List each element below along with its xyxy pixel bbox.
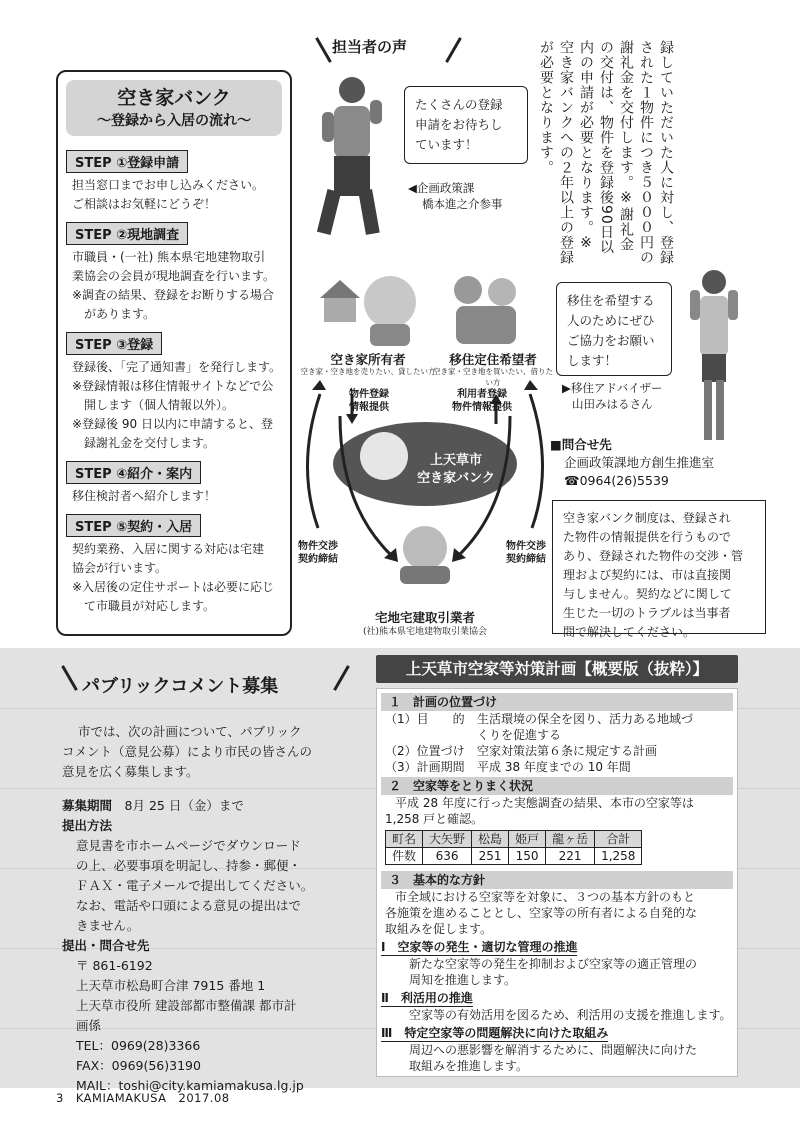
table-cell: 150 [509,848,546,865]
center-label-line: 上天草市 [429,453,482,468]
step-note: ※登録後 90 日以内に申請すると、登録謝礼金を交付します。 [72,417,273,450]
plan-row-value: くりを促進する [477,728,562,742]
method-text [62,836,352,936]
staff-photo-2 [684,266,744,446]
period-value: 8月 25 日（金）まで [124,798,244,813]
bubble1-line: 申請をお待ちし [415,117,503,132]
disclaimer-line: た物件の情報提供を行うもので [563,530,732,544]
method-line: きません。 [76,918,140,933]
caption-line: 橋本進之介参事 [422,197,503,211]
right-flow-label [440,388,524,414]
disclaimer-line: 間で解決してください。 [563,625,696,639]
plan-row-key: （1）目 的 [385,712,465,726]
step-line: 業協会の会員が現地調査を行います。 [72,269,276,283]
step-label: STEP ④紹介・案内 [66,461,201,484]
bubble2-line: 人のためにぜひ [567,313,655,328]
disclaimer-line: 空き家バンク制度は、登録され [563,511,731,525]
policy-1-title: Ⅰ 空家等の発生・適切な管理の推進 [381,940,578,954]
speech-bubble-2 [556,282,672,376]
flow-steps [66,146,282,616]
contact-dept: 企画政策課地方創生推進室 [564,455,715,470]
policy-3-title: Ⅲ 特定空家等の問題解決に向けた取組み [381,1026,609,1040]
method-line: ＦＡＸ・電子メールで提出してください。 [76,878,314,893]
plan-row-value: 平成 38 年度までの 10 年間 [477,760,631,774]
caption-line: ▶移住アドバイザー [562,381,663,395]
table-cell: 1,258 [595,848,642,865]
table-cell: 町名 [386,831,423,848]
step-line: 担当窓口までお申し込みください。 [72,178,265,192]
s2-line: 1,258 戸と確認。 [385,812,484,826]
step-line: 登録後、「完了通知書」を発行します。 [72,360,282,374]
vertical-text: 録していただいた人に対し、登録された１物件につき５０００円の謝礼金を交付します。※謝礼金の交付は、物件を登録後90日以内の申請が必要となります。※空き家バンクへの２年以上の登録が必要となります。 [538,40,674,265]
right-deal-label [498,540,554,566]
pccontact-line: MAIL：toshi@city.kamiamakusa.lg.jp [76,1078,304,1093]
policy-2-title: Ⅱ 利活用の推進 [381,991,473,1005]
method-line: 意見書を市ホームページでダウンロード [76,838,301,853]
plan-title: 上天草市空家等対策計画【概要版（抜粋）】 [376,655,738,683]
agent-label: 宅地宅建取引業者 [374,610,475,625]
pc-contact-text [62,956,352,1096]
plan-row-key [381,727,477,743]
staff-photo-1 [312,72,392,240]
caption-line: 山田みはるさん [572,397,653,411]
speech-bubble-1 [404,86,528,164]
period-label: 募集期間 [62,798,113,813]
left-flow-label [334,388,404,414]
table-cell: 251 [472,848,509,865]
plan-row [381,743,733,759]
step-line: 協会が行います。 [72,561,168,575]
pccontact-line: 上天草市役所 建設部都市整備課 都市計 [76,998,297,1013]
left-deal-label [290,540,346,566]
step-label: STEP ⑤契約・入居 [66,514,201,537]
contact-heading: ■問合せ先 [550,437,612,452]
owner-illustration [320,276,416,346]
table-cell: 姫戸 [509,831,546,848]
pc-contact-label: 提出・問合せ先 [62,938,150,953]
caption-line: ◀企画政策課 [408,181,475,195]
flow-title: 空き家バンク [117,87,231,109]
intro-line: 市では、次の計画について、パブリック [78,724,302,739]
bubble2-line: します！ [567,353,618,368]
intro-line: 意見を広く募集します。 [62,764,199,779]
policy-line: 新たな空家等の発生を抑制および空家等の適正管理の [409,957,698,971]
table-cell: 龍ヶ岳 [546,831,595,848]
table-cell: 636 [423,848,472,865]
deal-label-line: 物件交渉 [298,541,338,552]
deal-label-line: 物件交渉 [506,541,546,552]
policy-line: 空家等の有効活用を図るため、利活用の支援を推進します。 [409,1008,732,1022]
bubble1-line: ています！ [415,137,478,152]
plan-row [381,711,733,727]
s2-line: 平成 28 年度に行った実態調査の結果、本市の空家等は [395,796,694,810]
public-comment-body [62,722,352,1096]
table-cell: 221 [546,848,595,865]
seeker-sublabel: 空き家・空き地を買いたい、借りたい方 [433,367,553,387]
table-cell: 大矢野 [423,831,472,848]
table-cell: 松島 [472,831,509,848]
contact-block [550,436,714,490]
step-note: ※調査の結果、登録をお断りする場合があります。 [72,288,275,321]
plan-row [381,759,733,775]
s3-line: 取組みを促します。 [385,922,493,936]
step-body [66,358,282,453]
flow-label-line: 情報提供 [349,402,389,413]
plan-section-1-rows [381,711,733,775]
step-note: ※入居後の定住サポートは必要に応じて市職員が対応します。 [72,580,275,613]
step-note: ※登録情報は移住情報サイトなどで公開します（個人情報以外）。 [72,379,274,412]
public-comment-title: パブリックコメント募集 [82,676,279,697]
table-header-row [386,831,642,848]
plan-section-3-title: ３ 基本的な方針 [381,871,733,889]
method-label: 提出方法 [62,818,113,833]
flow-title-banner [66,80,282,136]
seeker-illustration [454,276,516,344]
policy-line: 周辺への悪影響を解消するために、問題解決に向けた [409,1043,698,1057]
center-label [416,452,496,488]
policy-line: 周知を推進します。 [409,973,517,987]
staff-caption-2 [562,380,663,412]
step-body [66,176,282,214]
step-line: 契約業務、入居に関する対応は宅建 [72,542,265,556]
title-slash-right [445,37,462,63]
bubble2-line: ご協力をお願い [567,333,655,348]
agent-illustration [403,526,447,570]
policy-line: 取組みを推進します。 [409,1059,529,1073]
plan-section-1-title: １ 計画の位置づけ [381,693,733,711]
deal-label-line: 契約締結 [506,554,546,565]
seeker-label: 移住定住希望者 [449,352,537,367]
table-cell: 件数 [386,848,423,865]
akiya-bank-flow-box [56,70,292,636]
pccontact-line: TEL：0969(28)3366 [76,1038,201,1053]
step-line: 移住検討者へ紹介します！ [72,489,217,503]
step-body [66,540,282,616]
s3-line: 市全域における空家等を対象に、３つの基本方針のもと [395,890,696,904]
pccontact-line: 上天草市松島町合津 7915 番地 1 [76,978,266,993]
flow-label-line: 物件登録 [349,389,389,400]
plan-row-key: （3）計画期間 [385,760,465,774]
plan-panel [376,688,738,1077]
step-line: ご相談はお気軽にどうぞ！ [72,197,217,211]
deal-label-line: 契約締結 [298,554,338,565]
step-body [66,248,282,324]
table-row [386,848,642,865]
flow-diagram-graphic [300,266,550,636]
plan-row-value: 空家対策法第６条に規定する計画 [477,744,658,758]
bubble2-line: 移住を希望する [567,293,655,308]
owner-sublabel: 空き家・空き地を売りたい、貸したい方 [300,367,436,376]
pccontact-line: 〒 861-6192 [76,958,153,973]
intro-line: コメント（意見公募）により市民の皆さんの [62,744,313,759]
disclaimer-line: 与しません。契約などに関して [563,587,732,601]
staff-caption-1 [408,180,503,212]
owner-label: 空き家所有者 [330,352,406,367]
step-line: 市職員・(一社) 熊本県宅地建物取引 [72,250,266,264]
plan-row [381,727,733,743]
flow-label-line: 利用者登録 [457,389,507,400]
disclaimer-line: 生じた一切のトラブルは当事者 [563,606,731,620]
center-label-line: 空き家バンク [417,471,495,486]
step-label: STEP ③登録 [66,332,162,355]
voice-title: 担当者の声 [332,38,408,56]
flow-label-line: 物件情報提供 [452,402,512,413]
plan-row-key: （2）位置づけ [385,744,465,758]
plan-row-value: 生活環境の保全を図り、活力ある地域づ [477,712,694,726]
method-line: の上、必要事項を明記し、持参・郵便・ [76,858,302,873]
plan-body [376,688,738,1077]
page-footer: 3 KAMIAMAKUSA 2017.08 [56,1091,230,1105]
agent-sublabel: (社)熊本県宅地建物取引業協会 [362,627,488,637]
step-body [66,487,282,506]
contact-tel: ☎0964(26)5539 [564,473,669,488]
plan-section-2-title: ２ 空家等をとりまく状況 [381,777,733,795]
table-cell: 合計 [595,831,642,848]
disclaimer-box [552,500,766,639]
step-label: STEP ②現地調査 [66,222,188,245]
step-label: STEP ①登録申請 [66,150,188,173]
flow-subtitle: ～登録から入居の流れ～ [97,113,251,129]
pccontact-line: FAX：0969(56)3190 [76,1058,201,1073]
s3-line: 各施策を進めることとし、空家等の所有者による自発的な [385,906,698,920]
title-slash-left [315,37,332,63]
disclaimer-line: 理および契約には、市は直接関 [563,568,732,582]
bubble1-line: たくさんの登録 [415,97,503,112]
disclaimer-line: あり、登録された物件の交渉・管 [563,549,744,563]
akiya-count-table [385,830,642,865]
method-line: なお、電話や口頭による意見の提出はで [76,898,302,913]
pccontact-line: 画係 [76,1018,102,1033]
